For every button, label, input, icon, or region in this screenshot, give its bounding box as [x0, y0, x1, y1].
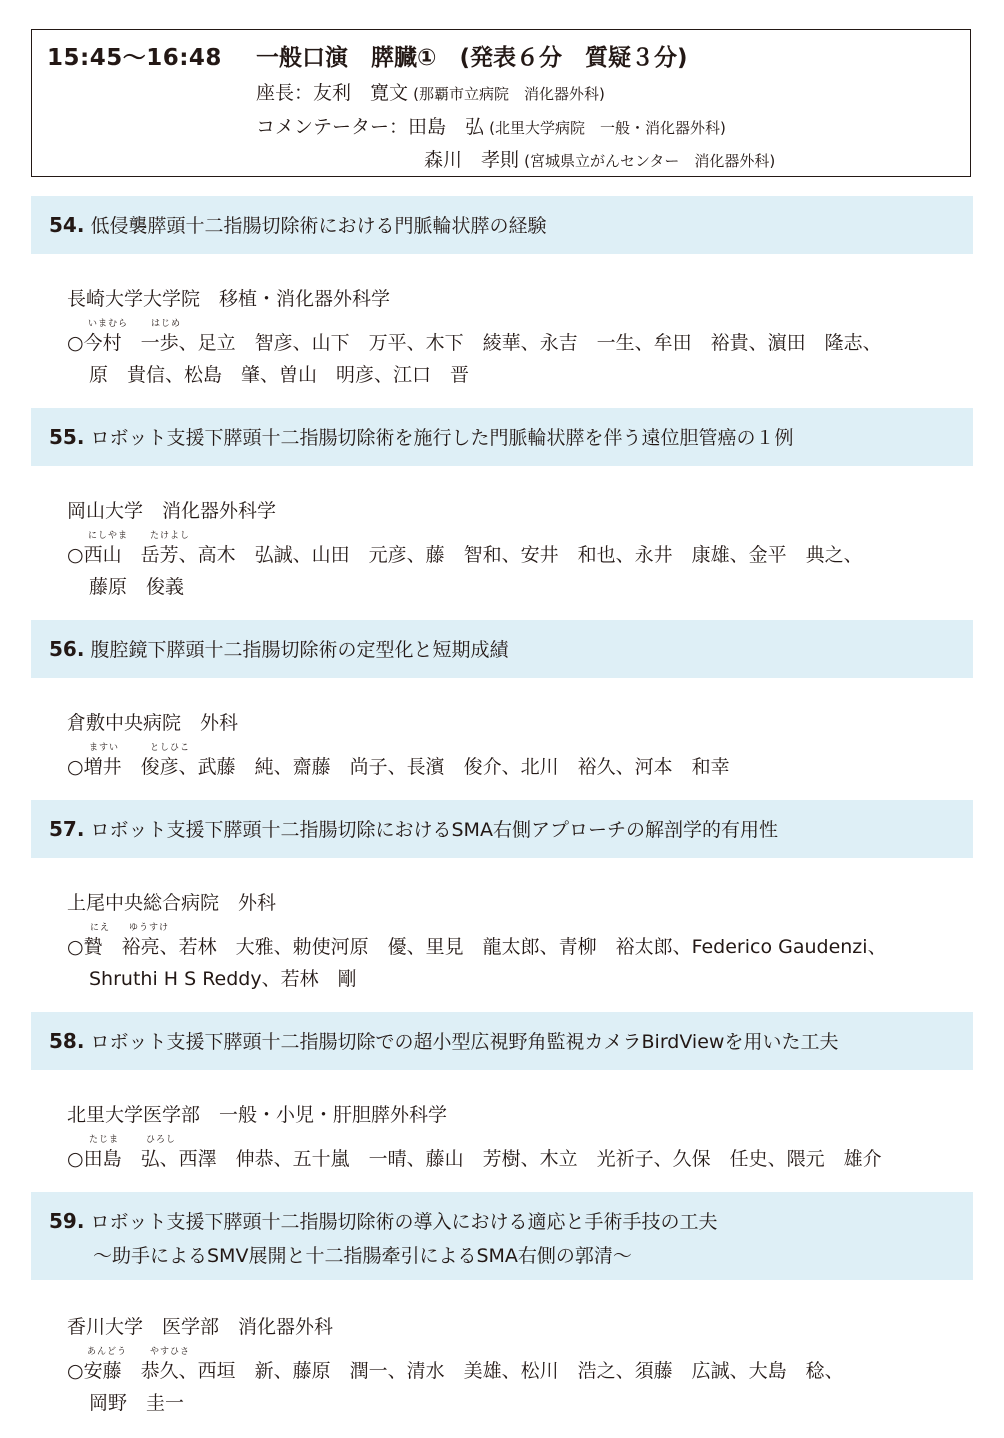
chair-name: 友利 寛文	[313, 82, 409, 104]
abstract-number: 59	[49, 1209, 77, 1233]
abstract-subtitle: 〜助手によるSMV展開と十二指腸牽引によるSMA右側の郭清〜	[93, 1245, 632, 1267]
abstract-number: 54	[49, 213, 77, 237]
chair-affiliation: (那覇市立病院 消化器外科)	[413, 85, 605, 103]
abstract-title-text: 腹腔鏡下膵頭十二指腸切除術の定型化と短期成績	[90, 639, 509, 661]
authors-line-2: 原 貴信、松島 肇、曽山 明彦、江口 晋	[89, 364, 470, 386]
abstract-title-bar	[31, 196, 973, 254]
session-time: 15:45〜16:48	[47, 45, 222, 71]
authors-line-2: Shruthi H S Reddy、若林 剛	[89, 968, 357, 990]
authors-line-2: 岡野 圭一	[89, 1392, 185, 1414]
abstract-title-text: ロボット支援下膵頭十二指腸切除術を施行した門脈輪状膵を伴う遠位胆管癌の１例	[90, 427, 794, 449]
abstract-title: 57. ロボット支援下膵頭十二指腸切除におけるSMA右側アプローチの解剖学的有用性	[49, 817, 778, 841]
abstract-title-bar	[31, 408, 973, 466]
ruby-given: やすひさ	[150, 1347, 191, 1357]
abstract-title-text: ロボット支援下膵頭十二指腸切除術の導入における適応と手術手技の工夫	[90, 1211, 718, 1233]
ruby-given: ひろし	[146, 1135, 177, 1145]
institution: 香川大学 医学部 消化器外科	[67, 1316, 334, 1338]
ruby-given: たけよし	[150, 531, 191, 541]
commentator2-affiliation: (宮城県立がんセンター 消化器外科)	[524, 152, 776, 170]
institution: 長崎大学大学院 移植・消化器外科学	[67, 288, 391, 310]
abstract-title-bar	[31, 1192, 973, 1280]
authors-line-1: ○増井 俊彦、武藤 純、齋藤 尚子、長濱 俊介、北川 裕久、河本 和幸	[67, 756, 730, 778]
institution: 北里大学医学部 一般・小児・肝胆膵外科学	[67, 1104, 448, 1126]
ruby-surname: にえ	[90, 923, 111, 933]
abstract-number: 57	[49, 817, 77, 841]
abstract-number: 56	[49, 637, 77, 661]
abstract-title: 54. 低侵襲膵頭十二指腸切除術における門脈輪状膵の経験	[49, 213, 547, 237]
abstract-title-bar	[31, 1012, 973, 1070]
authors-line-1: ○今村 一歩、足立 智彦、山下 万平、木下 綾華、永吉 一生、牟田 裕貴、濵田 隆志、	[67, 332, 882, 354]
institution: 上尾中央総合病院 外科	[67, 892, 277, 914]
authors-line-2: 藤原 俊義	[89, 576, 185, 598]
ruby-given: としひこ	[150, 743, 191, 753]
abstract-title-bar	[31, 800, 973, 858]
institution: 倉敷中央病院 外科	[67, 712, 239, 734]
institution: 岡山大学 消化器外科学	[67, 500, 277, 522]
abstract-number: 55	[49, 425, 77, 449]
authors-line-1: ○田島 弘、西澤 伸恭、五十嵐 一晴、藤山 芳樹、木立 光祈子、久保 任史、隈元 雄介	[67, 1148, 882, 1170]
ruby-surname: あんどう	[87, 1347, 128, 1357]
authors-line-1: ○贄 裕亮、若林 大雅、勅使河原 優、里見 龍太郎、青柳 裕太郎、Federico Gaudenzi、	[67, 936, 887, 958]
ruby-surname: ますい	[89, 743, 120, 753]
ruby-surname: にしやま	[88, 531, 129, 541]
commentator-line-1	[256, 112, 726, 139]
abstract-number: 58	[49, 1029, 77, 1053]
abstract-title-text: 低侵襲膵頭十二指腸切除術における門脈輪状膵の経験	[90, 215, 547, 237]
abstract-title: 56. 腹腔鏡下膵頭十二指腸切除術の定型化と短期成績	[49, 637, 509, 661]
ruby-surname: たじま	[89, 1135, 120, 1145]
chair-line	[256, 78, 605, 105]
authors-line-1: ○安藤 恭久、西垣 新、藤原 潤一、清水 美雄、松川 浩之、須藤 広誠、大島 稔、	[67, 1360, 844, 1382]
commentator-line-2	[424, 145, 775, 172]
commentator1-name: 田島 弘	[408, 116, 485, 138]
session-title: 一般口演 膵臓① (発表６分 質疑３分)	[256, 45, 688, 71]
abstract-title: 59. ロボット支援下膵頭十二指腸切除術の導入における適応と手術手技の工夫	[49, 1209, 718, 1233]
ruby-given: ゆうすけ	[129, 923, 170, 933]
abstract-title: 55. ロボット支援下膵頭十二指腸切除術を施行した門脈輪状膵を伴う遠位胆管癌の１例	[49, 425, 794, 449]
abstract-title-text: ロボット支援下膵頭十二指腸切除での超小型広視野角監視カメラBirdViewを用いた工夫	[90, 1031, 839, 1053]
authors-line-1: ○西山 岳芳、高木 弘誠、山田 元彦、藤 智和、安井 和也、永井 康雄、金平 典之、	[67, 544, 863, 566]
commentator-label: コメンテーター：	[256, 116, 409, 138]
chair-label: 座長：	[256, 82, 314, 104]
ruby-given: はじめ	[151, 319, 182, 329]
abstract-title-bar	[31, 620, 973, 678]
commentator1-affiliation: (北里大学病院 一般・消化器外科)	[489, 119, 726, 137]
ruby-surname: いまむら	[88, 319, 129, 329]
abstract-title-text: ロボット支援下膵頭十二指腸切除におけるSMA右側アプローチの解剖学的有用性	[90, 819, 778, 841]
session-header	[31, 29, 971, 177]
commentator2-name: 森川 孝則	[424, 149, 520, 171]
abstract-title: 58. ロボット支援下膵頭十二指腸切除での超小型広視野角監視カメラBirdViewを用いた工夫	[49, 1029, 839, 1053]
